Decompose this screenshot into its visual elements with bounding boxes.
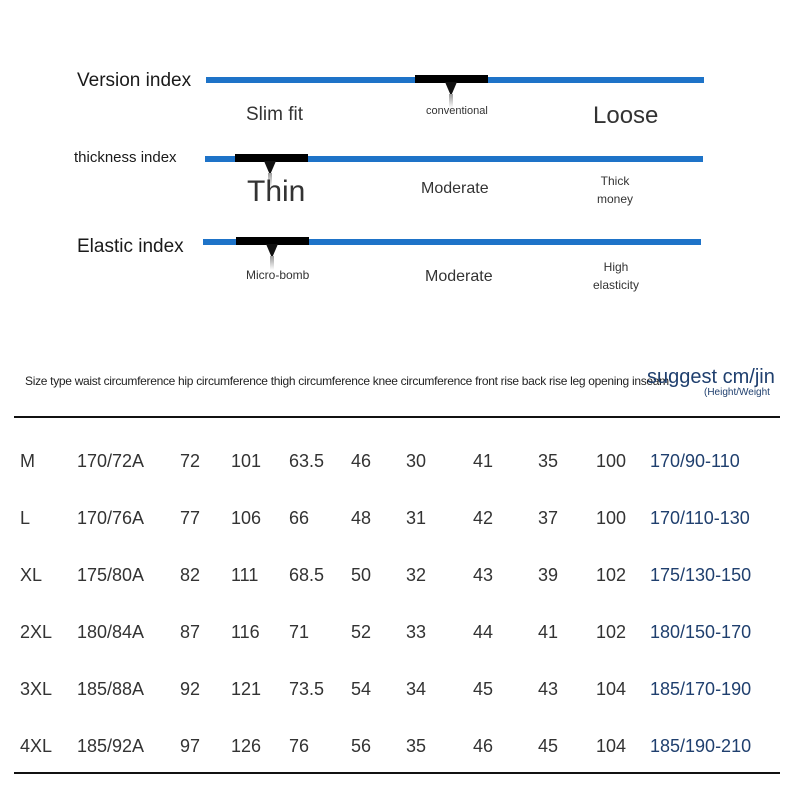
measure-cell: 185/88A xyxy=(77,679,145,699)
thickness-option-moderate: Moderate xyxy=(421,180,489,197)
measure-cell: 46 xyxy=(351,451,372,471)
suggest-cell: 185/170-190 xyxy=(650,679,752,699)
measure-cell: 104 xyxy=(596,679,627,699)
measure-cell: 92 xyxy=(180,679,201,699)
measure-cell: 126 xyxy=(231,736,262,756)
measure-cell: 42 xyxy=(473,508,494,528)
measure-cell: 46 xyxy=(473,736,494,756)
measure-cell: 185/92A xyxy=(77,736,145,756)
measure-cell: 45 xyxy=(538,736,559,756)
measure-cell: 44 xyxy=(473,622,494,642)
measure-cell: 82 xyxy=(180,565,201,585)
size-cell: 4XL xyxy=(20,736,53,756)
measure-cell: 104 xyxy=(596,736,627,756)
measure-cell: 170/72A xyxy=(77,451,145,471)
measure-cell: 97 xyxy=(180,736,201,756)
table-header-text: Size type waist circumference hip circumference thigh circumference knee circumference front rise back rise leg opening inseam xyxy=(25,374,669,388)
measure-cell: 35 xyxy=(538,451,559,471)
suggest-cell: 175/130-150 xyxy=(650,565,752,585)
measure-cell: 45 xyxy=(473,679,494,699)
measure-cell: 31 xyxy=(406,508,427,528)
measure-cell: 66 xyxy=(289,508,310,528)
measure-cell: 54 xyxy=(351,679,372,699)
measure-cell: 52 xyxy=(351,622,372,642)
table-row xyxy=(20,718,780,775)
thickness-option-thick-money: Thick money xyxy=(596,174,634,206)
measure-cell: 121 xyxy=(231,679,262,699)
version-option-conventional: conventional xyxy=(426,105,488,117)
measure-cell: 41 xyxy=(538,622,559,642)
size-cell: 2XL xyxy=(20,622,53,642)
measure-cell: 35 xyxy=(406,736,427,756)
measure-cell: 106 xyxy=(231,508,262,528)
suggest-cell: 170/90-110 xyxy=(650,451,740,471)
measure-cell: 63.5 xyxy=(289,451,325,471)
measure-cell: 50 xyxy=(351,565,372,585)
measure-cell: 68.5 xyxy=(289,565,325,585)
measure-cell: 34 xyxy=(406,679,427,699)
measure-cell: 41 xyxy=(473,451,494,471)
table-row xyxy=(20,490,780,547)
elastic-option-micro-bomb: Micro-bomb xyxy=(246,268,310,282)
measure-cell: 30 xyxy=(406,451,427,471)
measure-cell: 77 xyxy=(180,508,201,528)
measure-cell: 102 xyxy=(596,565,627,585)
table-row xyxy=(20,547,780,604)
version-option-slim-fit: Slim fit xyxy=(246,104,303,125)
measure-cell: 175/80A xyxy=(77,565,145,585)
measure-cell: 39 xyxy=(538,565,559,585)
measure-cell: 43 xyxy=(473,565,494,585)
thickness-option-thin: Thin xyxy=(247,175,306,208)
suggest-title: suggest cm/jin xyxy=(647,366,775,388)
size-cell: 3XL xyxy=(20,679,53,699)
measure-cell: 101 xyxy=(231,451,262,471)
suggest-cell: 180/150-170 xyxy=(650,622,752,642)
size-cell: M xyxy=(20,451,35,471)
measure-cell: 37 xyxy=(538,508,559,528)
measure-cell: 111 xyxy=(231,565,259,585)
measure-cell: 73.5 xyxy=(289,679,325,699)
measure-cell: 56 xyxy=(351,736,372,756)
measure-cell: 43 xyxy=(538,679,559,699)
table-row xyxy=(20,661,780,718)
measure-cell: 87 xyxy=(180,622,201,642)
size-cell: L xyxy=(20,508,31,528)
table-row xyxy=(20,433,780,490)
measure-cell: 100 xyxy=(596,508,627,528)
measure-cell: 32 xyxy=(406,565,427,585)
table-top-rule xyxy=(14,416,780,418)
measure-cell: 33 xyxy=(406,622,427,642)
measure-cell: 180/84A xyxy=(77,622,145,642)
measure-cell: 72 xyxy=(180,451,201,471)
version-option-loose: Loose xyxy=(593,102,659,129)
elastic-option-high-elasticity: High elasticity xyxy=(592,260,639,292)
elastic-index-label: Elastic index xyxy=(77,236,184,257)
version-index-label: Version index xyxy=(77,70,192,91)
table-bottom-rule xyxy=(14,772,780,774)
measure-cell: 102 xyxy=(596,622,627,642)
size-table xyxy=(20,433,780,775)
suggest-subtitle: (Height/Weight xyxy=(704,387,770,398)
measure-cell: 116 xyxy=(231,622,260,642)
size-cell: XL xyxy=(20,565,43,585)
table-row xyxy=(20,604,780,661)
measure-cell: 76 xyxy=(289,736,310,756)
measure-cell: 48 xyxy=(351,508,372,528)
suggest-cell: 170/110-130 xyxy=(650,508,750,528)
measure-cell: 100 xyxy=(596,451,627,471)
elastic-option-moderate: Moderate xyxy=(425,268,493,285)
measure-cell: 170/76A xyxy=(77,508,145,528)
suggest-cell: 185/190-210 xyxy=(650,736,752,756)
measure-cell: 71 xyxy=(289,622,310,642)
thickness-index-label: thickness index xyxy=(74,149,177,166)
